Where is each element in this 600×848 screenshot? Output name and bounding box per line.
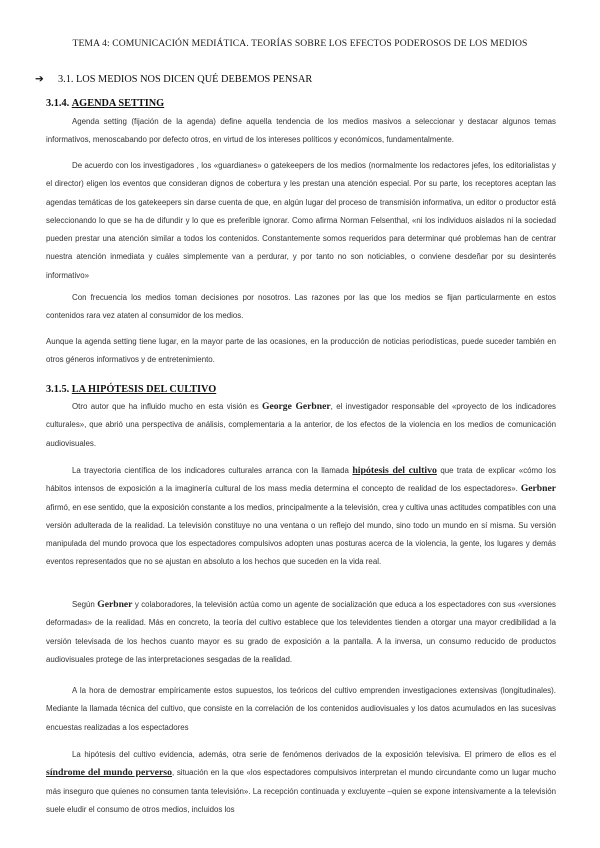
section-heading-text: 3.1. LOS MEDIOS NOS DICEN QUÉ DEBEMOS PENSAR <box>58 74 313 85</box>
subsection-heading-agenda-setting <box>46 98 164 109</box>
paragraph-agenda-genres: Aunque la agenda setting tiene lugar, en la mayor parte de las ocasiones, en la producción de noticias periodísticas, puede suceder también en otros géneros informativos y de entretenimiento. <box>46 337 556 365</box>
paragraph-empirical: A la hora de demostrar empíricamente estos supuestos, los teóricos del cultivo emprenden investigaciones extensivas (longitudinales). Mediante la llamada técnica del cultivo, que consiste en la correlación de los contenidos audiovisuales y los datos acumulados en las sucesivas encuestas realizadas a los espectadores <box>46 686 556 732</box>
author-name: Gerbner <box>97 599 133 610</box>
subsection-title: AGENDA SETTING <box>71 98 165 109</box>
subsection-number: 3.1.5. <box>46 384 70 395</box>
text-run: La hipótesis del cultivo evidencia, además, otra serie de fenómenos derivados de la exposición televisiva. El primero de ellos es el <box>72 750 556 759</box>
text-run: Otro autor que ha influido mucho en esta visión es <box>72 402 263 411</box>
subsection-heading-cultivo <box>46 384 216 395</box>
subsection-number: 3.1.4. <box>46 98 70 109</box>
author-name: George Gerbner <box>262 401 331 412</box>
document-title: TEMA 4: COMUNICACIÓN MEDIÁTICA. TEORÍAS SOBRE LOS EFECTOS PODEROSOS DE LOS MEDIOS <box>72 38 528 49</box>
paragraph-agenda-definition: Agenda setting (fijación de la agenda) define aquella tendencia de los medios masivos a seleccionar y destacar algunos temas informativos, menoscabando por defecto otros, en virtud de los intereses políticos y económicos, fundamentalmente. <box>46 117 556 145</box>
text-run: La trayectoria científica de los indicadores culturales arranca con la llamada <box>72 466 353 475</box>
paragraph-mean-world <box>46 746 556 819</box>
key-term: hipótesis del cultivo <box>352 465 437 476</box>
paragraph-socialization <box>46 596 556 669</box>
key-term: síndrome del mundo perverso <box>46 767 173 779</box>
paragraph-media-decisions: Con frecuencia los medios toman decisiones por nosotros. Las razones por las que los medios se fijan particularmente en estos contenidos rara vez ataten al consumidor de los medios. <box>46 293 556 321</box>
arrow-icon: ➔ <box>35 74 44 85</box>
subsection-title: LA HIPÓTESIS DEL CULTIVO <box>71 384 217 395</box>
text-run: y colaboradores, la televisión actúa como un agente de socialización que educa a los espectadores con sus «versiones deformadas» de la realidad. Más en concreto, la teoría del cultivo establece que los televidentes tienden a otorgar una mayor credibilidad a la versión televisada de los hechos cuanto mayor es su grado de exposición a la pantalla. A la inversa, un consumo reducido de productos audiovisuales protege de las interpretaciones sesgadas de la realidad. <box>46 600 556 664</box>
paragraph-gatekeepers: De acuerdo con los investigadores , los «guardianes» o gatekeepers de los medios (normalmente los redactores jefes, los editorialistas y el director) eligen los eventos que consideran dignos de cobertura y les prestan una atención especial. Por su parte, los receptores aceptan las agendas temáticas de los gatekeepers sin darse cuenta de que, en algún lugar del proceso de transmisión informativa, un editor o productor está seleccionando lo que se ha de difundir y lo que es preferible ignorar. Como afirma Norman Felsenthal, «ni los individuos aislados ni la sociedad pueden prestar una atención similar a todos los contenidos. Constantemente somos requeridos para determinar qué problemas han de centrar nuestra atención inmediata y cuáles simplemente van a perdurar, y por tanto no son noticiables, o conviene desdeñar por su desinterés informativo» <box>46 161 556 280</box>
paragraph-gerbner-intro <box>46 398 556 453</box>
author-name: Gerbner <box>520 483 556 495</box>
text-run: Según <box>72 600 98 609</box>
text-run: que trata de explicar «cómo los hábitos intensos de exposición a la imaginería cultural de los mass media determina el concepto de realidad de los espectadores». <box>46 466 556 494</box>
text-run: , el investigador responsable del «proyecto de los indicadores culturales», que abrió una perspectiva de análisis, complementaria a la anterior, de los efectos de la violencia en los medios de comunicación audiovisuales. <box>46 402 556 448</box>
section-heading <box>35 73 312 85</box>
paragraph-cultivo-trajectory <box>46 462 556 572</box>
text-run: , situación en la que «los espectadores compulsivos interpretan el mundo circundante como un lugar mucho más inseguro que quienes no consumen tanta televisión». La recepción continuada y excluyente –quien se expone intensivamente a la televisión suele eludir el consumo de otros medios, incluidos los <box>46 768 557 814</box>
text-run: afirmó, en ese sentido, que la exposición constante a los medios, principalmente a la televisión, crea y cultiva unas actitudes compatibles con una versión adulterada de la realidad. La televisión constituye no una ventana o un reflejo del mundo, sino todo un mundo en sí misma. Su versión manipulada del mundo provoca que los espectadores compulsivos adopten unas posturas acerca de la violencia, la gente, los lugares y demás eventos representados que no se ajustan en absoluto a los hechos que suceden en la vida real. <box>46 502 556 567</box>
